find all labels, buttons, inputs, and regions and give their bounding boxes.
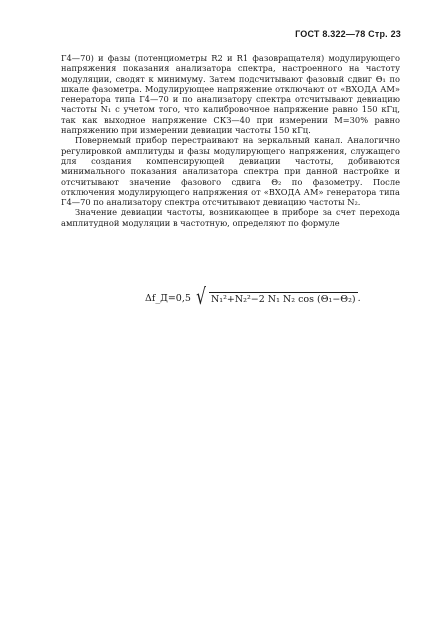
paragraph-2: Повернемый прибор перестраивают на зеркальный канал. Аналогично регулировкой амплитуды и фазы модулирующего напряжения, служащего для создания компенсирующей девиации частоты, добиваются минимального показания анализатора спектра при данной настройке и отсчитывают значение фазового сдвига Θ₂ по фазометру. После отключения модулирующего напряжения от «ВХОДА АМ» генератора типа Г4—70 по анализатору спектра отсчитывают девиацию частоты N₂. bbox=[61, 135, 400, 208]
radical-sign-icon: √ bbox=[196, 285, 206, 310]
paragraph-1: Г4—70) и фазы (потенциометры R2 и R1 фазовращателя) модулирующего напряжения показания анализатора спектра, настроенного на частоту модуляции, сводят к минимуму. Затем подсчитывают фазовый сдвиг Θ₁ по шкале фазометра. Модулирующее напряжение отключают от «ВХОДА АМ» генератора типа Г4—70 и по анализатору спектра отсчитывают девиацию частоты N₁ с учетом того, что калибровочное напряжение равно 150 кГц, так как выходное напряжение СКЗ—40 при измерении M=30% равно напряжению при измерении девиации частоты 150 кГц. bbox=[61, 53, 400, 136]
page-header: ГОСТ 8.322—78 Стр. 23 bbox=[295, 29, 401, 39]
formula-lhs: Δf_Д=0,5 bbox=[145, 292, 191, 304]
formula-radicand: N₁²+N₂²−2 N₁ N₂ cos (Θ₁−Θ₂) bbox=[210, 293, 356, 305]
formula bbox=[145, 287, 361, 309]
paragraph-3: Значение девиации частоты, возникающее в приборе за счет перехода амплитудной модуляции в частотную, определяют по формуле bbox=[61, 207, 400, 228]
formula-end: . bbox=[357, 292, 361, 304]
body-text bbox=[61, 53, 400, 228]
